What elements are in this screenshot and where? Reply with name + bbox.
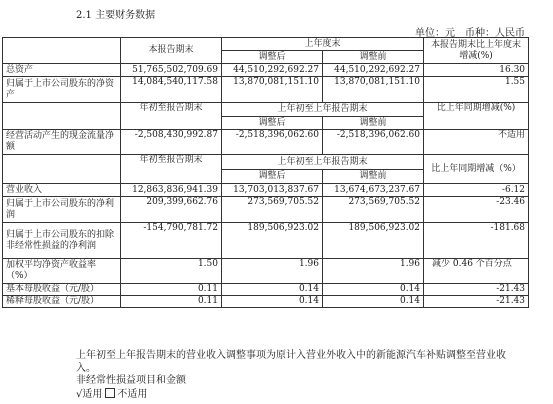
cell-before: 0.14 [323,296,424,308]
cell-adjusted: 44,510,292,692.27 [222,64,323,77]
header-before-adjust: 调整前 [323,117,424,130]
cell-adjusted: 13,870,081,151.10 [222,77,323,103]
cell-change: -21.43 [424,284,529,296]
cell-change: 16.30 [424,64,529,77]
cell-before: 13,674,673,237.67 [323,184,424,197]
non-recurring-items-heading: 非经常性损益项目和金额 [76,375,186,386]
applicability-options [76,388,147,401]
cell-adjusted: 189,506,923.02 [222,223,323,259]
table-row [3,296,529,308]
table-row [3,130,529,155]
cell-adjusted: 1.96 [222,259,323,284]
table-row [3,197,529,223]
table-row [3,284,529,296]
header-adjusted: 调整后 [222,170,323,184]
row-label: 稀释每股收益（元/股） [3,296,121,308]
header-blank [3,155,121,184]
unchecked-box-icon[interactable] [105,388,115,398]
header-blank [3,103,121,130]
section-heading: 2.1 主要财务数据 [76,10,156,21]
header-current-period-end: 本报告期末 [121,38,222,64]
row-label: 经营活动产生的现金流量净额 [3,130,121,155]
table-row [3,77,529,103]
header-yoy-change: 比上年同期增减(%) [424,103,529,130]
cell-before: 1.96 [323,259,424,284]
cell-before: 0.14 [323,284,424,296]
header-ytd: 年初至报告期末 [121,155,222,184]
table-row [3,259,529,284]
cell-change: -6.12 [424,184,529,197]
cell-before: 273,569,705.52 [323,197,424,223]
table-row [3,184,529,197]
row-label: 基本每股收益（元/股） [3,284,121,296]
not-applicable-label: 不适用 [117,389,148,400]
currency-unit: 单位：元 币种：人民币 [415,28,525,39]
row-label: 加权平均净资产收益率（%） [3,259,121,284]
cell-before: 189,506,923.02 [323,223,424,259]
cell-before: -2,518,396,062.60 [323,130,424,155]
cell-adjusted: 0.14 [222,296,323,308]
cell-adjusted: 13,703,013,837.67 [222,184,323,197]
cell-adjusted: 0.14 [222,284,323,296]
cell-change: 不适用 [424,130,529,155]
cell-change: -23.46 [424,197,529,223]
cell-current: 0.11 [121,284,222,296]
cell-adjusted: -2,518,396,062.60 [222,130,323,155]
header-last-year-end: 上年度末 [222,38,424,51]
cell-current: 0.11 [121,296,222,308]
header-ytd: 年初至报告期末 [121,103,222,130]
cell-before: 13,870,081,151.10 [323,77,424,103]
cell-change: -181.68 [424,223,529,259]
header-adjusted: 调整后 [222,51,323,64]
cell-current: 1.50 [121,259,222,284]
cell-change: -21.43 [424,296,529,308]
cell-current: -2,508,430,992.87 [121,130,222,155]
cell-current: 51,765,502,709.69 [121,64,222,77]
header-before-adjust: 调整前 [323,51,424,64]
header-adjusted: 调整后 [222,117,323,130]
financial-data-table [2,37,529,308]
row-label: 归属于上市公司股东的净资产 [3,77,121,103]
revenue-adjustment-note: 上年初至上年报告期末的营业收入调整事项为原计入营业外收入中的新能源汽车补贴调整至营业收入。 [76,350,506,374]
cell-current: 14,084,540,117.58 [121,77,222,103]
applicable-checked[interactable]: √适用 [76,389,103,400]
cell-current: 209,399,662.76 [121,197,222,223]
header-last-year-ytd: 上年初至上年报告期末 [222,103,424,117]
header-blank [3,38,121,64]
header-last-year-ytd: 上年初至上年报告期末 [222,155,424,170]
header-yoy-change: 比上年同期增减（%） [424,155,529,184]
cell-current: 12,863,836,941.39 [121,184,222,197]
header-change-pct: 本报告期末比上年度末增减(%) [424,38,529,64]
cell-before: 44,510,292,692.27 [323,64,424,77]
table-row [3,223,529,259]
cell-change: 1.55 [424,77,529,103]
row-label: 归属于上市公司股东的扣除非经常性损益的净利润 [3,223,121,259]
cell-change: 减少 0.46 个百分点 [424,259,529,284]
cell-current: -154,790,781.72 [121,223,222,259]
row-label: 总资产 [3,64,121,77]
header-before-adjust: 调整前 [323,170,424,184]
table-row [3,64,529,77]
row-label: 归属于上市公司股东的净利润 [3,197,121,223]
row-label: 营业收入 [3,184,121,197]
cell-adjusted: 273,569,705.52 [222,197,323,223]
